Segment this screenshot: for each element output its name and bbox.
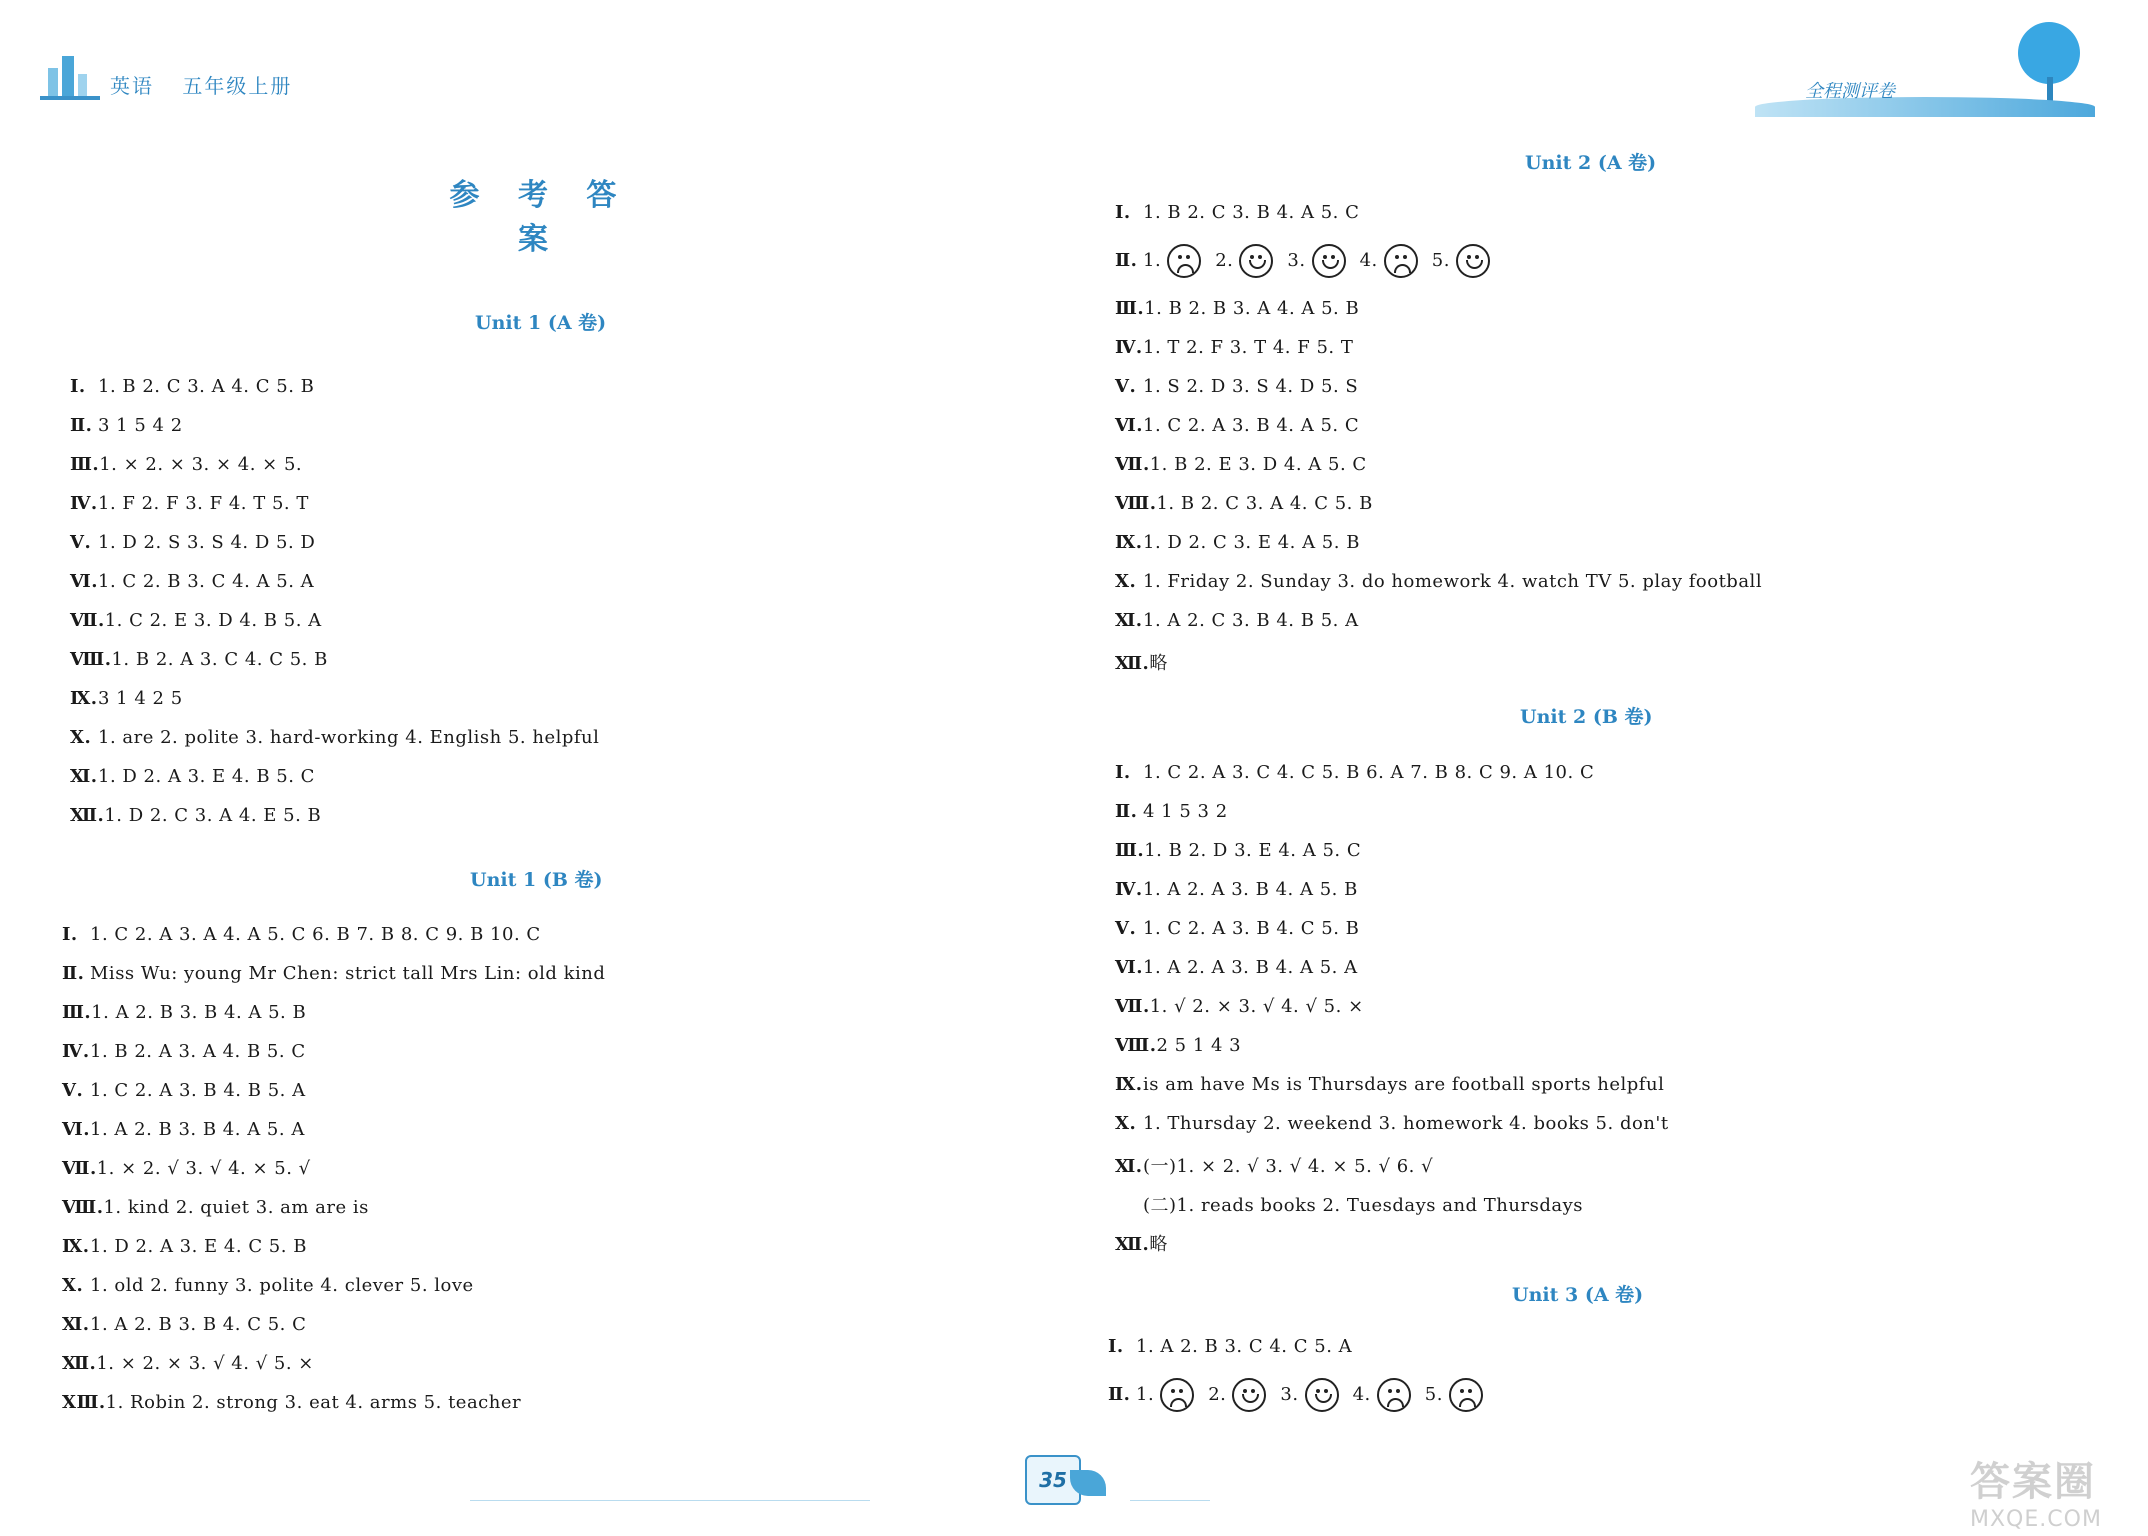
header-title (110, 70, 312, 99)
answer-line (70, 454, 302, 475)
answer-line (1115, 1035, 1241, 1056)
answer-line (1115, 1152, 1433, 1178)
question-number: Ⅳ. (70, 493, 98, 514)
question-number: Ⅵ. (1115, 415, 1143, 436)
answer-line (70, 805, 321, 826)
question-number: Ⅹ. (1115, 1113, 1137, 1134)
unit-title: Unit 1 (A 卷) (475, 312, 607, 334)
watermark (1970, 1450, 2140, 1530)
face-index: 3. (1287, 250, 1306, 271)
question-number: Ⅵ. (70, 571, 98, 592)
face-index: 4. (1359, 250, 1378, 271)
answer-line (70, 649, 328, 670)
answer-line (1115, 1074, 1664, 1095)
answer-line (1108, 1336, 1352, 1357)
question-number: Ⅸ. (62, 1236, 90, 1257)
question-number: Ⅱ. (62, 963, 85, 984)
answer-line (70, 688, 183, 709)
answer-text: 1. S 2. D 3. S 4. D 5. S (1143, 376, 1359, 397)
answer-text: 1. are 2. polite 3. hard-working 4. English 5. helpful (98, 727, 600, 748)
question-number: Ⅳ. (62, 1041, 90, 1062)
answer-line (62, 1041, 306, 1062)
answer-text: 1. A 2. A 3. B 4. A 5. A (1143, 957, 1358, 978)
header-left (40, 50, 340, 110)
answer-line (1115, 202, 1359, 223)
smiley-face-icon (1456, 244, 1490, 278)
answer-line (70, 571, 314, 592)
question-number: Ⅶ. (1115, 454, 1150, 475)
question-number: Ⅻ. (1115, 653, 1150, 674)
answer-text: 1. D 2. C 3. A 4. E 5. B (104, 805, 322, 826)
answer-text: 略 (1149, 653, 1168, 674)
header-banner: 全程测评卷 (1805, 81, 1895, 102)
answer-line (1115, 1230, 1168, 1256)
answer-text: 1. D 2. A 3. E 4. B 5. C (98, 766, 315, 787)
answer-text: 1. A 2. B 3. C 4. C 5. A (1136, 1336, 1353, 1357)
answer-text: Miss Wu: young Mr Chen: strict tall Mrs Lin: old kind (90, 963, 606, 984)
answer-text: 1. C 2. A 3. B 4. C 5. B (1143, 918, 1360, 939)
answer-text: 1. kind 2. quiet 3. am are is (103, 1197, 369, 1218)
answer-text: 1. B 2. B 3. A 4. A 5. B (1144, 298, 1360, 319)
question-number: Ⅸ. (1115, 532, 1143, 553)
answer-text: 1. A 2. A 3. B 4. A 5. B (1143, 879, 1358, 900)
answer-line (1115, 1113, 1669, 1134)
question-number: Ⅶ. (62, 1158, 97, 1179)
smiley-face-icon (1305, 1378, 1339, 1412)
answer-line (1115, 840, 1361, 861)
answer-line (62, 1314, 306, 1335)
question-number: Ⅻ. (1115, 1234, 1150, 1255)
answer-line (62, 1236, 307, 1257)
answer-text: 1. A 2. B 3. B 4. A 5. B (91, 1002, 307, 1023)
face-index: 4. (1352, 1384, 1371, 1405)
face-index: 1. (1136, 1384, 1155, 1405)
answer-line (1115, 337, 1353, 358)
answer-text: 1. A 2. B 3. B 4. C 5. C (90, 1314, 307, 1335)
question-number: Ⅻ. (70, 805, 105, 826)
answer-text: 1. B 2. E 3. D 4. A 5. C (1149, 454, 1367, 475)
question-number: Ⅲ. (1115, 840, 1145, 861)
answer-line (1115, 649, 1168, 675)
answer-line (1115, 298, 1359, 319)
answer-text: 3 1 5 4 2 (98, 415, 183, 436)
answer-line (1115, 996, 1364, 1017)
answer-text: 1. √ 2. × 3. √ 4. √ 5. × (1149, 996, 1364, 1017)
answer-text: 1. C 2. A 3. B 4. A 5. C (1143, 415, 1360, 436)
grade-label: 五年级上册 (182, 74, 293, 98)
question-number: Ⅲ. (70, 454, 100, 475)
question-number: Ⅷ. (62, 1197, 104, 1218)
question-number: Ⅺ. (1115, 1156, 1143, 1177)
answer-line (1115, 1191, 1583, 1217)
question-number: Ⅱ. (70, 415, 93, 436)
face-index: 2. (1215, 250, 1234, 271)
subject-label: 英语 (110, 74, 154, 98)
answer-text: 1. A 2. C 3. B 4. B 5. A (1143, 610, 1359, 631)
question-number: Ⅵ. (1115, 957, 1143, 978)
answer-line (62, 1119, 305, 1140)
question-number: Ⅺ. (70, 766, 98, 787)
footer-divider-right (1130, 1500, 1210, 1501)
answer-text: 1. Robin 2. strong 3. eat 4. arms 5. teacher (105, 1392, 522, 1413)
faces-line (1108, 1378, 1497, 1412)
answer-line (62, 1080, 306, 1101)
answer-line (1115, 532, 1360, 553)
question-number: Ⅲ. (1115, 298, 1145, 319)
question-number: Ⅷ. (1115, 493, 1157, 514)
answer-line (70, 532, 315, 553)
answer-line (70, 766, 315, 787)
unit-title: Unit 1 (B 卷) (470, 869, 603, 891)
smiley-face-icon (1232, 1378, 1266, 1412)
page-title: 参 考 答 案 (449, 178, 631, 257)
answer-text: 2 5 1 4 3 (1156, 1035, 1242, 1056)
watermark-logo: 答案圈 (1970, 1459, 2096, 1505)
unit-title: Unit 3 (A 卷) (1512, 1284, 1644, 1306)
answer-text: 3 1 4 2 5 (98, 688, 183, 709)
answer-text: 1. F 2. F 3. F 4. T 5. T (98, 493, 309, 514)
watermark-url: MXQE.COM (1970, 1507, 2102, 1532)
answer-line (1115, 610, 1359, 631)
faces-line (1115, 244, 1504, 278)
answer-text: 1. D 2. A 3. E 4. C 5. B (90, 1236, 307, 1257)
question-number: Ⅰ. (62, 924, 78, 945)
answer-line (70, 610, 322, 631)
answer-text: 1. D 2. S 3. S 4. D 5. D (98, 532, 316, 553)
sad-face-icon (1384, 244, 1418, 278)
answer-line (1115, 415, 1359, 436)
face-index: 3. (1280, 1384, 1299, 1405)
answer-text: 1. C 2. A 3. B 4. B 5. A (90, 1080, 306, 1101)
question-number: Ⅴ. (70, 532, 92, 553)
answer-line (70, 493, 309, 514)
sad-face-icon (1160, 1378, 1194, 1412)
question-number: Ⅹ. (70, 727, 92, 748)
answer-text: 1. × 2. × 3. √ 4. √ 5. × (96, 1353, 314, 1374)
answer-text: 1. Friday 2. Sunday 3. do homework 4. watch TV 5. play football (1143, 571, 1763, 592)
answer-text: (一)1. × 2. √ 3. √ 4. × 5. √ 6. √ (1143, 1156, 1434, 1177)
answer-text: 1. B 2. A 3. C 4. C 5. B (111, 649, 328, 670)
answer-line (1115, 957, 1358, 978)
answer-line (1115, 762, 1594, 783)
answer-line (1115, 454, 1367, 475)
sad-face-icon (1449, 1378, 1483, 1412)
answer-text: 1. C 2. B 3. C 4. A 5. A (98, 571, 315, 592)
face-index: 2. (1208, 1384, 1227, 1405)
question-number: Ⅹ. (62, 1275, 84, 1296)
question-number: Ⅰ. (1115, 202, 1131, 223)
answer-text: 略 (1149, 1234, 1168, 1255)
answer-text: 1. × 2. √ 3. √ 4. × 5. √ (96, 1158, 311, 1179)
answer-text: 1. B 2. C 3. A 4. C 5. B (98, 376, 315, 397)
answer-text: is am have Ms is Thursdays are football sports helpful (1143, 1074, 1665, 1095)
face-index: 1. (1143, 250, 1162, 271)
question-number: Ⅱ. (1108, 1384, 1131, 1405)
answer-text: 1. B 2. D 3. E 4. A 5. C (1144, 840, 1362, 861)
answer-line (1115, 801, 1228, 822)
smiley-face-icon (1312, 244, 1346, 278)
question-number: Ⅰ. (70, 376, 86, 397)
answer-text: 1. C 2. E 3. D 4. B 5. A (104, 610, 322, 631)
question-number: Ⅴ. (1115, 918, 1137, 939)
question-number: Ⅺ. (62, 1314, 90, 1335)
answer-text: 1. B 2. C 3. B 4. A 5. C (1143, 202, 1360, 223)
question-number: Ⅳ. (1115, 879, 1143, 900)
sad-face-icon (1377, 1378, 1411, 1412)
answer-line (62, 1392, 521, 1413)
answer-text: 1. B 2. C 3. A 4. C 5. B (1156, 493, 1373, 514)
question-number: Ⅱ. (1115, 801, 1138, 822)
answer-line (62, 1353, 314, 1374)
answer-text: 1. D 2. C 3. E 4. A 5. B (1143, 532, 1360, 553)
question-number: Ⅸ. (1115, 1074, 1143, 1095)
answer-line (62, 1002, 306, 1023)
question-number: Ⅳ. (1115, 337, 1143, 358)
sad-face-icon (1167, 244, 1201, 278)
question-number: Ⅵ. (62, 1119, 90, 1140)
question-number: Ⅰ. (1115, 762, 1131, 783)
answer-line (62, 1158, 311, 1179)
answer-line (1115, 879, 1358, 900)
question-number: Ⅲ. (62, 1002, 92, 1023)
answer-line (62, 1275, 474, 1296)
answer-text: (二)1. reads books 2. Tuesdays and Thursdays (1143, 1195, 1583, 1216)
question-number: Ⅴ. (1115, 376, 1137, 397)
answer-line (70, 376, 314, 397)
question-number: ⅩⅢ. (62, 1392, 106, 1413)
answer-text: 1. old 2. funny 3. polite 4. clever 5. love (90, 1275, 474, 1296)
answer-line (62, 963, 605, 984)
answer-line (62, 1197, 369, 1218)
tree-icon (2018, 22, 2080, 84)
answer-line (1115, 918, 1359, 939)
footer-divider-left (470, 1500, 870, 1501)
answer-line (62, 924, 541, 945)
answer-line (70, 727, 599, 748)
building-logo-icon (40, 50, 100, 100)
answer-line (1115, 571, 1762, 592)
question-number: Ⅹ. (1115, 571, 1137, 592)
answer-text: 1. B 2. A 3. A 4. B 5. C (90, 1041, 306, 1062)
question-number: Ⅷ. (70, 649, 112, 670)
question-number: Ⅷ. (1115, 1035, 1157, 1056)
face-index: 5. (1424, 1384, 1443, 1405)
question-number: Ⅱ. (1115, 250, 1138, 271)
answer-text: 1. C 2. A 3. C 4. C 5. B 6. A 7. B 8. C 9. A 10. C (1143, 762, 1595, 783)
question-number: Ⅰ. (1108, 1336, 1124, 1357)
page-number: 35 (1025, 1455, 1081, 1505)
answer-line (70, 415, 183, 436)
answer-text: 4 1 5 3 2 (1143, 801, 1228, 822)
question-number: Ⅸ. (70, 688, 98, 709)
header-right-decoration (1755, 22, 2095, 117)
question-number: Ⅺ. (1115, 610, 1143, 631)
question-number: Ⅻ. (62, 1353, 97, 1374)
question-number: Ⅶ. (1115, 996, 1150, 1017)
question-number: Ⅴ. (62, 1080, 84, 1101)
answer-text: 1. C 2. A 3. A 4. A 5. C 6. B 7. B 8. C 9. B 10. C (90, 924, 541, 945)
face-index: 5. (1431, 250, 1450, 271)
answer-text: 1. T 2. F 3. T 4. F 5. T (1143, 337, 1354, 358)
unit-title: Unit 2 (B 卷) (1520, 706, 1653, 728)
answer-text: 1. A 2. B 3. B 4. A 5. A (90, 1119, 305, 1140)
answer-text: 1. Thursday 2. weekend 3. homework 4. books 5. don't (1143, 1113, 1669, 1134)
unit-title: Unit 2 (A 卷) (1525, 152, 1657, 174)
question-number: Ⅶ. (70, 610, 105, 631)
answer-line (1115, 493, 1373, 514)
answer-line (1115, 376, 1358, 397)
answer-text: 1. × 2. × 3. × 4. × 5. (99, 454, 303, 475)
smiley-face-icon (1239, 244, 1273, 278)
